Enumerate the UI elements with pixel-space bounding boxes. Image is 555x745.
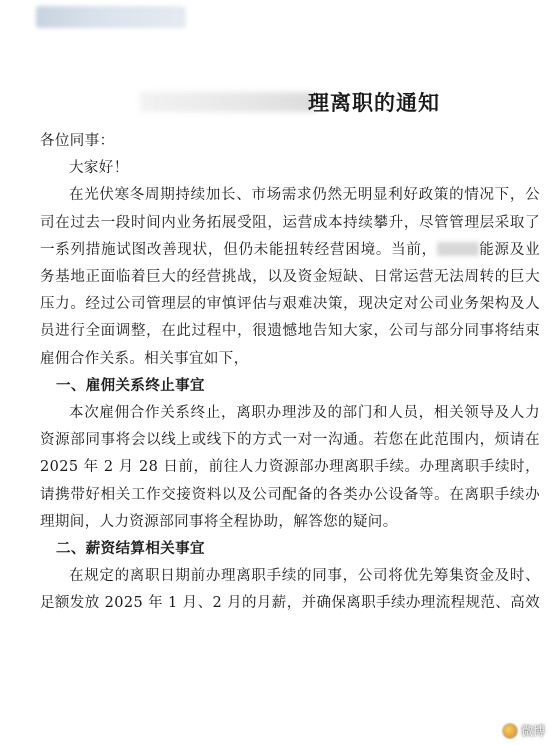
watermark-text: 微博 — [520, 724, 545, 738]
weibo-icon — [503, 724, 517, 738]
section-body-termination: 本次雇佣合作关系终止，离职办理涉及的部门和人员，相关领导及人力资源部同事将会以线上或线下的方式一对一沟通。若您在此范围内，烦请在 2025 年 2 月 28 日前，前往人力资源部办理离职手续。办理离职手续时，请携带好相关工作交接资料以及公司配备的各类办公设备等。在离职手续办理期间，人力资源部同事将全程协助，解答您的疑问。 — [40, 405, 540, 530]
redacted-company-name — [437, 242, 479, 256]
greeting: 大家好！ — [69, 160, 129, 177]
salutation: 各位同事： — [40, 133, 115, 149]
section-body-salary: 在规定的离职日期前办理离职手续的同事，公司将优先筹集资金及时、足额发放 2025 年 1 月、2 月的月薪，并确保离职手续办理流程规范、高效 — [40, 568, 540, 612]
watermark — [503, 722, 545, 739]
blurred-logo — [36, 6, 186, 28]
redacted-title-prefix — [140, 92, 315, 112]
section-heading-termination: 一、雇佣关系终止事宜 — [55, 377, 205, 394]
notice-body — [40, 128, 540, 618]
title-text: 理离职的通知 — [308, 90, 440, 115]
intro-part-1: 在光伏寒冬周期持续加长、市场需求仍然无明显利好政策的情况下，公司在过去一段时间内业务拓展受阻，运营成本持续攀升，尽管管理层采取了一系列措施试图改善现状，但仍未能扭转经营困境。当前， — [40, 187, 540, 258]
section-heading-salary: 二、薪资结算相关事宜 — [55, 541, 205, 558]
intro-part-2: 能源及业务基地正面临着巨大的经营挑战，以及资金短缺、日常运营无法周转的巨大压力。经过公司管理层的审慎评估与艰难决策，现决定对公司业务架构及人员进行全面调整，在此过程中，很遗憾地告知大家，公司与部分同事将结束雇佣合作关系。相关事宜如下， — [40, 241, 540, 367]
intro-paragraph — [40, 182, 540, 372]
notice-title — [0, 86, 555, 120]
